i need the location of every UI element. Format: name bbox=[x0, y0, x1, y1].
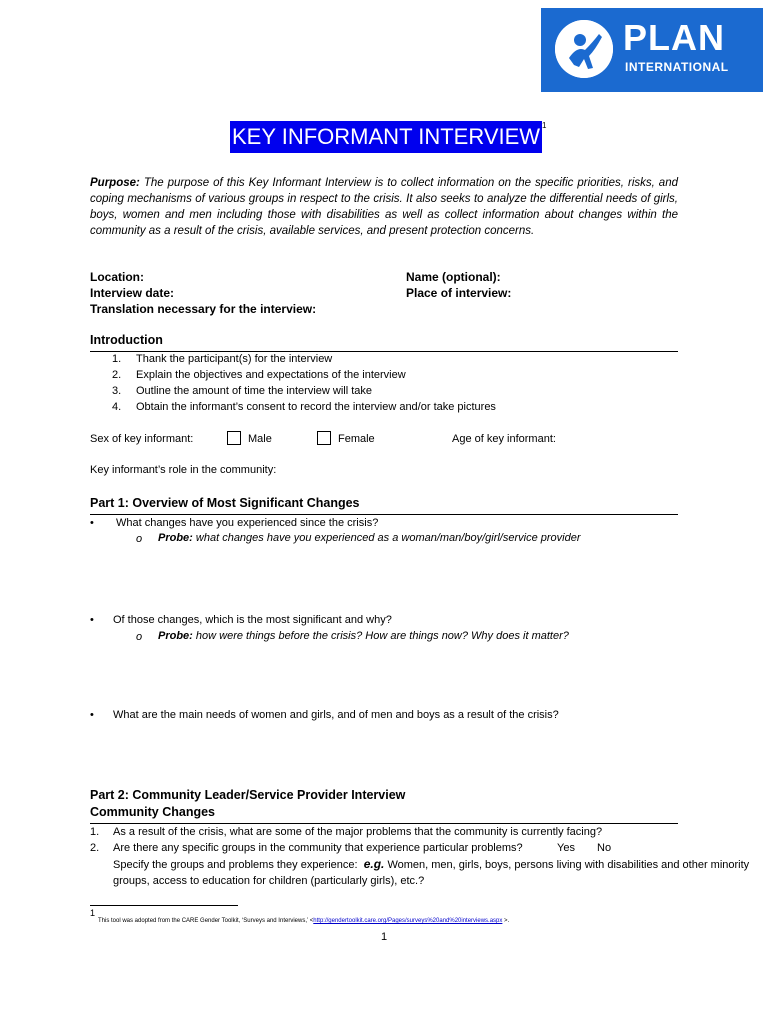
list-item: 2. Explain the objectives and expectations of the interview bbox=[112, 369, 406, 381]
part2-heading: Part 2: Community Leader/Service Provider Interview bbox=[90, 788, 406, 802]
probe-label: Probe: bbox=[158, 630, 193, 642]
sub-bullet: o bbox=[136, 631, 143, 643]
logo-international-text: INTERNATIONAL bbox=[625, 60, 729, 74]
name-field: Name (optional): bbox=[406, 270, 501, 284]
part1-probe-1 bbox=[158, 530, 581, 546]
introduction-heading: Introduction bbox=[90, 333, 163, 347]
sub-bullet: o bbox=[136, 533, 143, 545]
probe-text: what changes have you experienced as a woman/man/boy/girl/service provider bbox=[195, 532, 581, 544]
part2-item-1: As a result of the crisis, what are some of the major problems that the community is currently facing? bbox=[113, 826, 603, 838]
part2-item-2c: Women, men, girls, boys, persons living with disabilities and other minority groups, access to education for children (particularly girls), etc.? bbox=[113, 859, 750, 887]
bullet: • bbox=[90, 517, 94, 529]
female-checkbox[interactable] bbox=[317, 431, 331, 445]
logo-plan-text: PLAN bbox=[623, 17, 725, 58]
interview-date-field: Interview date: bbox=[90, 286, 175, 300]
translation-field: Translation necessary for the interview: bbox=[90, 302, 317, 316]
footnote-link[interactable]: http://gendertoolkit.care.org/Pages/surveys%20and%20interviews.aspx bbox=[313, 918, 503, 924]
footnote-separator bbox=[90, 905, 238, 906]
globe-child-icon bbox=[555, 20, 613, 78]
yes-option: Yes bbox=[557, 842, 575, 854]
part1-question-3: What are the main needs of women and girls, and of men and boys as a result of the crisis? bbox=[113, 709, 559, 721]
list-item: 1. Thank the participant(s) for the interview bbox=[112, 353, 333, 365]
bullet: • bbox=[90, 709, 94, 721]
item-number: 2. bbox=[90, 842, 100, 854]
document-title-block bbox=[230, 121, 547, 153]
role-label: Key informant’s role in the community: bbox=[90, 464, 277, 476]
part1-heading: Part 1: Overview of Most Significant Changes bbox=[90, 496, 360, 510]
page-number: 1 bbox=[381, 931, 388, 943]
footnote-mark: 1 bbox=[90, 908, 96, 918]
purpose-label: Purpose: bbox=[90, 177, 140, 189]
age-label: Age of key informant: bbox=[452, 433, 556, 445]
part1-question-2: Of those changes, which is the most significant and why? bbox=[113, 614, 392, 626]
part2-item-2a: Are there any specific groups in the community that experience particular problems? bbox=[113, 842, 523, 854]
part1-probe-2 bbox=[158, 628, 569, 644]
place-field: Place of interview: bbox=[406, 286, 512, 300]
probe-label: Probe: bbox=[158, 532, 193, 544]
footnote-ref: 1 bbox=[542, 121, 547, 130]
sex-label: Sex of key informant: bbox=[90, 433, 194, 445]
male-checkbox[interactable] bbox=[227, 431, 241, 445]
eg-label: e.g. bbox=[363, 857, 385, 871]
male-label: Male bbox=[248, 433, 272, 445]
introduction-list bbox=[112, 351, 672, 415]
purpose-text: The purpose of this Key Informant Interview is to collect information on the specific priorities, risks, and coping mechanisms of various groups in respect to the crisis. It also seeks to analyze the differential needs of girls, boys, women and men including those with disabilities as well as collect information about changes within the community as a result of the crisis, available services, and present protection concerns. bbox=[90, 177, 678, 237]
document-title: KEY INFORMANT INTERVIEW bbox=[230, 121, 542, 153]
part2-item-2b: Specify the groups and problems they experience: e.g. Women, men, girls, boys, persons living with disabilities and other minority groups, access to education for children (particularly girls), etc.? bbox=[113, 857, 750, 887]
female-label: Female bbox=[338, 433, 375, 445]
purpose-paragraph bbox=[90, 175, 678, 239]
item-number: 1. bbox=[90, 826, 100, 838]
plan-international-logo bbox=[541, 8, 763, 92]
bullet: • bbox=[90, 614, 94, 626]
location-field: Location: bbox=[90, 270, 144, 284]
probe-text: how were things before the crisis? How are things now? Why does it matter? bbox=[195, 630, 569, 642]
list-item: 4. Obtain the informant’s consent to record the interview and/or take pictures bbox=[112, 401, 496, 413]
community-changes-heading: Community Changes bbox=[90, 805, 216, 819]
part1-question-1: What changes have you experienced since the crisis? bbox=[116, 517, 379, 529]
footnote-text: This tool was adopted from the CARE Gender Toolkit, ‘Surveys and Interviews,’ <http://gendertoolkit.care.org/Pages/surveys%20and%20interviews.aspx >. bbox=[98, 918, 510, 924]
list-item: 3. Outline the amount of time the interview will take bbox=[112, 385, 373, 397]
no-option: No bbox=[597, 842, 612, 854]
